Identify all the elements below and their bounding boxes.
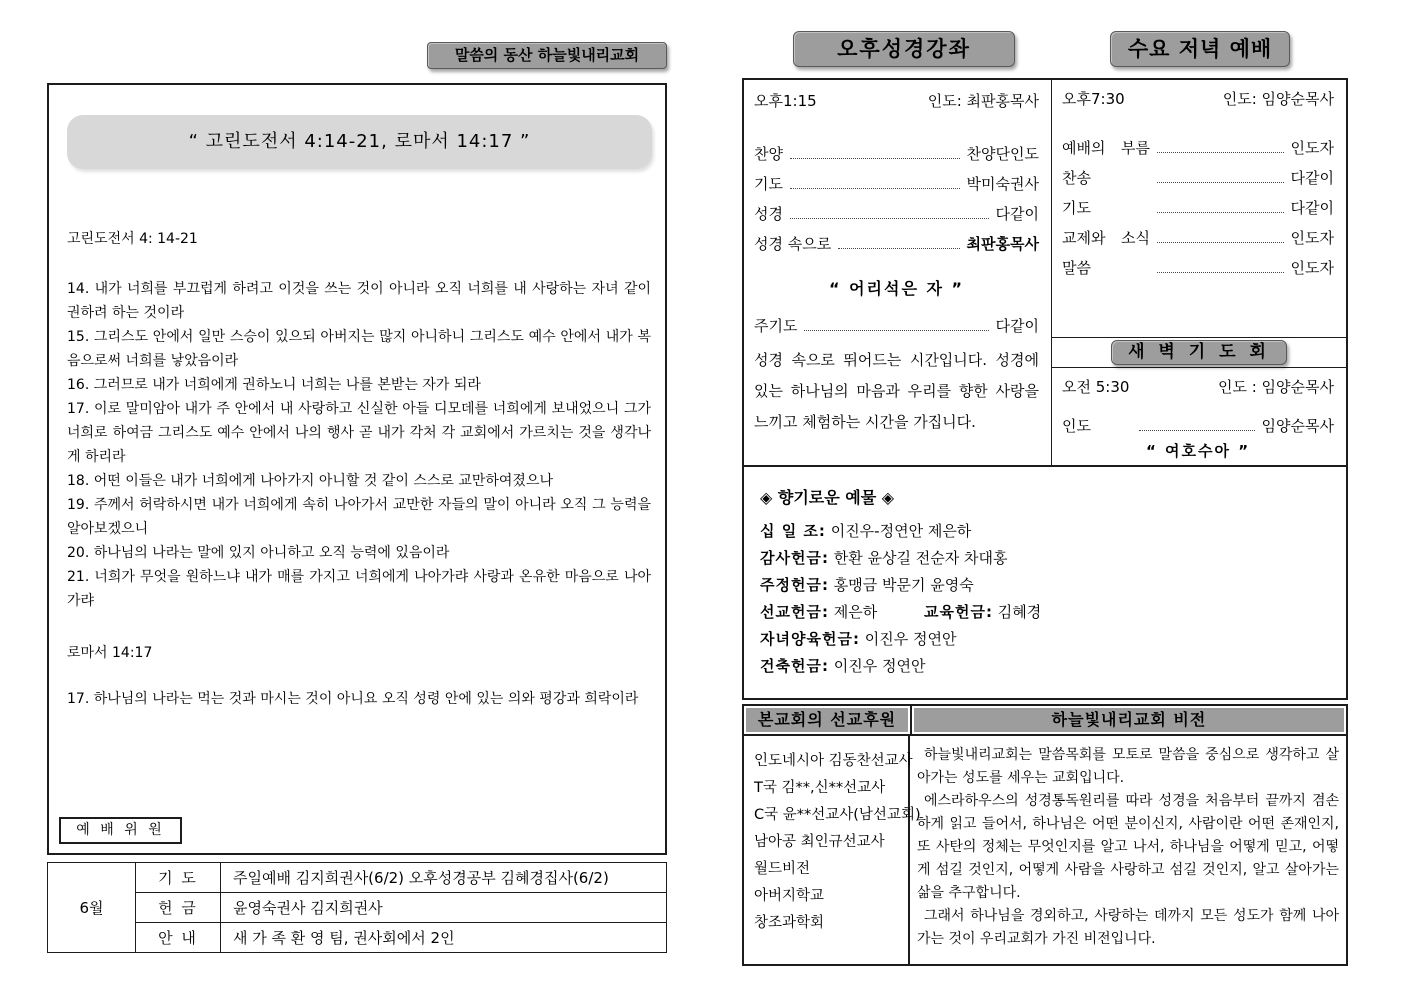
program-label: 성경 속으로 [754, 235, 832, 253]
dawn-prayer-content [1052, 368, 1346, 465]
program-row [754, 315, 1039, 336]
offering-names: 한환 윤상길 전순자 차대홍 [833, 549, 1008, 567]
vision-paragraph: 하늘빛내리교회는 말씀목회를 모토로 말씀을 중심으로 생각하고 살아가는 성도를 세우는 교회입니다. [917, 747, 1339, 786]
offering-item [760, 572, 1328, 599]
offering-names: 이진우 정연안 [864, 630, 957, 648]
worship-duty-table [47, 862, 667, 953]
mission-support-list [744, 736, 921, 964]
class-sermon-title: “ 어리석은 자 ” [828, 279, 965, 298]
service-time: 오후1:15 [754, 92, 817, 110]
offering-names: 제은하 [833, 603, 878, 621]
program-label: 찬양 [754, 145, 783, 163]
scripture-text-block [67, 227, 651, 711]
dotted-leader [1139, 430, 1255, 431]
column-divider [910, 704, 912, 736]
service-time: 오전 5:30 [1062, 378, 1130, 396]
list-item: C국 윤**선교사(남선교회) [754, 807, 921, 823]
program-value: 박미숙권사 [966, 175, 1039, 193]
duty-label-cell: 안 내 [136, 923, 221, 953]
program-row [754, 203, 1039, 224]
dotted-leader [804, 330, 988, 331]
scripture1-verse: 15. 그리스도 안에서 일만 스승이 있으되 아버지는 많지 아니하니 그리스도 예수 안에서 내가 복음으로써 너희를 낳았음이라 [67, 329, 651, 369]
program-value: 인도자 [1290, 259, 1334, 277]
duty-value-cell: 윤영숙권사 김지희권사 [221, 893, 667, 923]
offering-names: 홍맹금 박문기 윤영숙 [833, 576, 974, 594]
list-item: 아버지학교 [754, 888, 825, 904]
time-leader-row [754, 90, 1039, 111]
dawn-prayer-header-row [1052, 337, 1346, 368]
offering-names: 김혜경 [997, 603, 1042, 621]
offering-label: 교육헌금: [924, 603, 993, 621]
dawn-sermon-title: “ 여호수아 ” [1145, 442, 1251, 460]
program-label: 예배의 부름 [1062, 139, 1150, 157]
program-row [754, 173, 1039, 194]
list-item: 월드비전 [754, 861, 811, 877]
dotted-leader [790, 218, 989, 219]
church-name-badge: 말씀의 동산 하늘빛내리교회 [427, 42, 667, 69]
offering-label: 건축헌금: [760, 657, 829, 675]
scripture1-verse: 20. 하나님의 나라는 말에 있지 아니하고 오직 능력에 있음이라 [67, 545, 450, 561]
program-row [1062, 167, 1334, 188]
program-value: 임양순목사 [1261, 417, 1334, 435]
mission-vision-table [742, 704, 1348, 966]
vision-paragraph: 에스라하우스의 성경통독원리를 따라 성경을 처음부터 끝까지 겸손하게 읽고 들어서, 하나님은 어떤 분이신지, 사람이란 어떤 존재인지, 또 사탄의 정체는 무엇인지를 알고 나서, 하나님을 어떻게 믿고, 어떻게 섬길 것인지, 어떻게 사람을 사랑하고 섬길 것인지, 알고 살아가는 삶을 추구합니다. [917, 793, 1339, 901]
offering-item [760, 653, 1328, 680]
offering-names: 이진우-정연안 제은하 [830, 522, 972, 540]
program-value: 다같이 [1290, 169, 1334, 187]
table-row [48, 863, 667, 893]
program-row [1062, 415, 1334, 436]
offering-label: 십 일 조: [760, 522, 826, 540]
afternoon-class-badge: 오후성경강좌 [793, 31, 1015, 67]
services-section [742, 78, 1348, 467]
mission-vision-body-row [744, 736, 1346, 964]
scripture2-verse: 17. 하나님의 나라는 먹는 것과 마시는 것이 아니요 오직 성령 안에 있는 의와 평강과 희락이라 [67, 691, 639, 707]
duty-value-cell: 새 가 족 환 영 팀, 권사회에서 2인 [221, 923, 667, 953]
sermon-scripture-panel [47, 83, 667, 855]
program-label: 인도 [1062, 417, 1091, 435]
time-leader-row [1062, 376, 1334, 397]
dotted-leader [1157, 242, 1284, 243]
duty-label-cell: 헌 금 [136, 893, 221, 923]
program-value: 최판홍목사 [966, 235, 1039, 253]
service-time: 오후7:30 [1062, 90, 1125, 108]
dotted-leader [838, 248, 959, 249]
dotted-leader [1157, 212, 1284, 213]
wednesday-service-content [1052, 80, 1346, 337]
scripture2-heading: 로마서 14:17 [67, 645, 153, 661]
offerings-section [742, 467, 1348, 700]
program-label: 성경 [754, 205, 783, 223]
program-label: 교제와 소식 [1062, 229, 1150, 247]
dotted-leader [790, 158, 960, 159]
offering-label: 감사헌금: [760, 549, 829, 567]
duty-value-cell: 주일예배 김지희권사(6/2) 오후성경공부 김혜경집사(6/2) [221, 863, 667, 893]
offerings-heading: ◈ 향기로운 예물 ◈ [760, 488, 895, 507]
scripture1-verse: 17. 이로 말미암아 내가 주 안에서 내 사랑하고 신실한 아들 디모데를 너희에게 보내었으니 그가 너희로 하여금 그리스도 예수 안에서 나의 행사 곧 내가 각처 각 교회에서 가르치는 것을 생각나게 하리라 [67, 401, 651, 465]
offering-item [760, 626, 1328, 653]
dotted-leader [1157, 272, 1284, 273]
program-value: 다같이 [995, 205, 1039, 223]
service-leader: 인도: 임양순목사 [1222, 90, 1334, 108]
program-value: 인도자 [1290, 229, 1334, 247]
scripture1-heading: 고린도전서 4: 14-21 [67, 231, 198, 247]
program-value: 찬양단인도 [966, 145, 1039, 163]
service-leader: 인도: 최판홍목사 [927, 92, 1039, 110]
scripture1-verse: 19. 주께서 허락하시면 내가 너희에게 속히 나아가서 교만한 자들의 말이 아니라 오직 그 능력을 알아보겠으니 [67, 497, 651, 537]
table-row [48, 923, 667, 953]
scripture1-verse: 16. 그러므로 내가 너희에게 권하노니 너희는 나를 본받는 자가 되라 [67, 377, 481, 393]
program-label: 찬송 [1062, 169, 1091, 187]
offering-item [760, 518, 1328, 545]
program-row [754, 143, 1039, 164]
scripture1-verse: 14. 내가 너희를 부끄럽게 하려고 이것을 쓰는 것이 아니라 오직 너희를 내 사랑하는 자녀 같이 권하려 하는 것이라 [67, 281, 651, 321]
program-row [1062, 257, 1334, 278]
scripture1-verse: 21. 너희가 무엇을 원하느냐 내가 매를 가지고 너희에게 나아가랴 사랑과 온유한 마음으로 나아가랴 [67, 569, 651, 609]
offering-label: 자녀양육헌금: [760, 630, 860, 648]
mission-support-header: 본교회의 선교후원 [746, 708, 908, 732]
offering-label: 주정헌금: [760, 576, 829, 594]
offering-label: 선교헌금: [760, 603, 829, 621]
list-item: 인도네시아 김동찬선교사 [754, 753, 913, 769]
program-row [1062, 227, 1334, 248]
program-value: 인도자 [1290, 139, 1334, 157]
list-item: 창조과학회 [754, 915, 825, 931]
time-leader-row [1062, 88, 1334, 109]
offering-item [760, 545, 1328, 572]
church-vision-header: 하늘빛내리교회 비전 [914, 708, 1344, 732]
offering-names: 이진우 정연안 [833, 657, 926, 675]
mission-vision-header-row [744, 706, 1346, 736]
table-row [48, 893, 667, 923]
worship-committee-label: 예 배 위 원 [59, 817, 182, 844]
order-of-service-panel [742, 78, 1348, 966]
sermon-scripture-title: “ 고린도전서 4:14-21, 로마서 14:17 ” [67, 115, 652, 169]
dotted-leader [1157, 182, 1284, 183]
wednesday-dawn-column [1052, 80, 1346, 465]
program-value: 다같이 [1290, 199, 1334, 217]
church-vision-text [910, 736, 1346, 964]
program-row [1062, 197, 1334, 218]
duty-label-cell: 기 도 [136, 863, 221, 893]
program-label: 기도 [754, 175, 783, 193]
list-item: T국 김**,신**선교사 [754, 780, 886, 796]
program-row [1062, 137, 1334, 158]
afternoon-class-column [744, 80, 1052, 465]
list-item: 남아공 최인규선교사 [754, 834, 885, 850]
scripture1-verse: 18. 어떤 이들은 내가 너희에게 나아가지 아니할 것 같이 스스로 교만하여졌으나 [67, 473, 554, 489]
program-label: 기도 [1062, 199, 1091, 217]
dawn-prayer-badge: 새 벽 기 도 회 [1111, 340, 1287, 365]
program-label: 주기도 [754, 317, 798, 335]
program-row [754, 233, 1039, 254]
wednesday-service-badge: 수요 저녁 예배 [1110, 31, 1290, 67]
service-leader: 인도 : 임양순목사 [1217, 378, 1334, 396]
program-label: 말씀 [1062, 259, 1091, 277]
offering-item [760, 599, 1328, 626]
program-value: 다같이 [995, 317, 1039, 335]
vision-paragraph: 그래서 하나님을 경외하고, 사랑하는 데까지 모든 성도가 함께 나아가는 것이 우리교회가 가진 비전입니다. [917, 908, 1339, 947]
class-description: 성경 속으로 뛰어드는 시간입니다. 성경에 있는 하나님의 마음과 우리를 향한 사랑을 느끼고 체험하는 시간을 가집니다. [754, 351, 1039, 431]
duty-month-cell: 6월 [48, 863, 136, 953]
dotted-leader [790, 188, 960, 189]
dotted-leader [1157, 152, 1284, 153]
